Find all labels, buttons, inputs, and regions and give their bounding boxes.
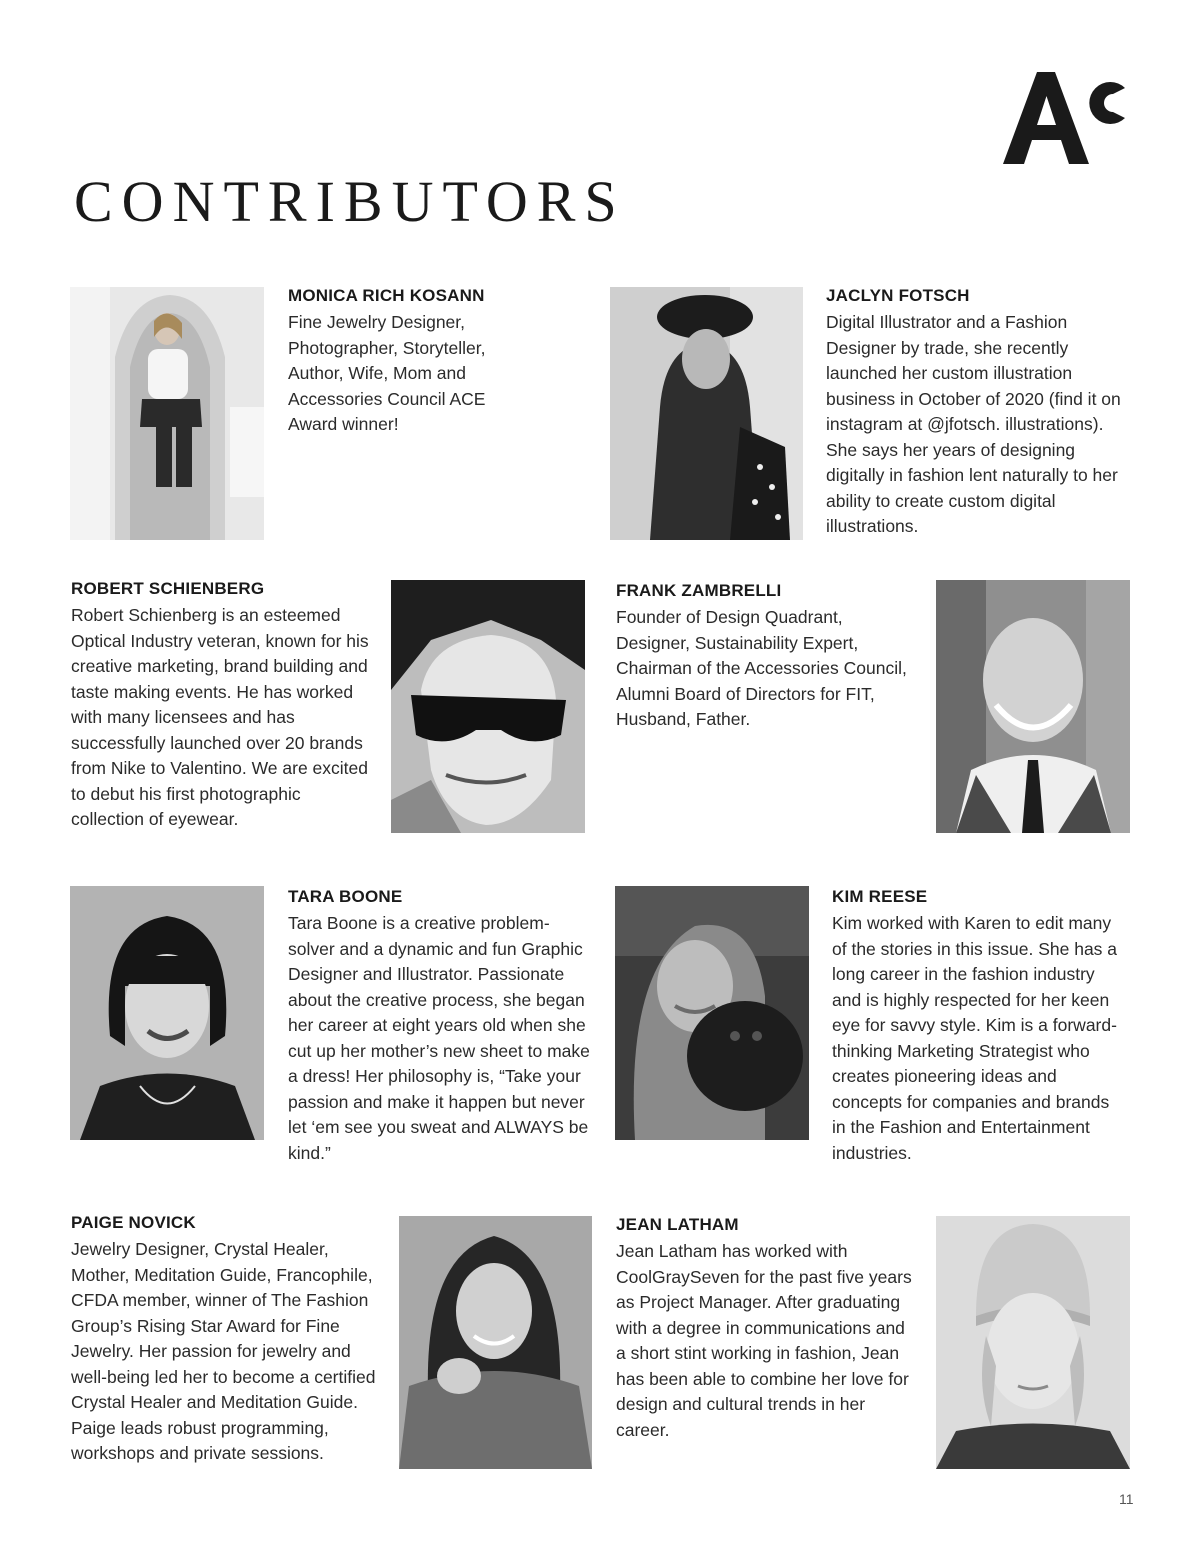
contributor-photo-paige-novick	[399, 1216, 592, 1469]
contributor-name: JACLYN FOTSCH	[826, 286, 970, 305]
contributor-monica-rich-kosann	[288, 285, 528, 438]
contributor-photo-monica-rich-kosann	[70, 287, 264, 540]
contributor-photo-frank-zambrelli	[936, 580, 1130, 833]
contributor-photo-jaclyn-fotsch	[610, 287, 803, 540]
contributor-name: KIM REESE	[832, 887, 928, 906]
contributor-name: ROBERT SCHIENBERG	[71, 579, 265, 598]
contributor-bio: Robert Schienberg is an esteemed Optical Industry veteran, known for his creative marketing, brand building and taste making events. He has worked with many licensees and has successfully launched over 20 brands from Nike to Valentino. We are excited to debut his first photographic collection of eyewear.	[71, 605, 369, 829]
contributor-bio: Jewelry Designer, Crystal Healer, Mother, Meditation Guide, Francophile, CFDA member, winner of The Fashion Group’s Rising Star Award for Fine Jewelry. Her passion for jewelry and well-being led her to become a certified Crystal Healer and Meditation Guide. Paige leads robust programming, workshops and private sessions.	[71, 1239, 376, 1463]
contributor-name: JEAN LATHAM	[616, 1215, 739, 1234]
contributor-jaclyn-fotsch	[826, 285, 1126, 540]
contributor-name: PAIGE NOVICK	[71, 1213, 196, 1232]
ac-logo	[1003, 70, 1129, 166]
contributor-paige-novick	[71, 1212, 383, 1467]
contributor-bio: Kim worked with Karen to edit many of the stories in this issue. She has a long career in the fashion industry and is highly respected for her keen eye for savvy style. Kim is a forward-thinking Marketing Strategist who creates pioneering ideas and concepts for companies and brands in the Fashion and Entertainment industries.	[832, 913, 1118, 1163]
contributor-bio: Fine Jewelry Designer, Photographer, Storyteller, Author, Wife, Mom and Accessories Council ACE Award winner!	[288, 312, 486, 434]
contributor-photo-kim-reese	[615, 886, 809, 1140]
contributor-photo-jean-latham	[936, 1216, 1130, 1469]
contributor-photo-robert-schienberg	[391, 580, 585, 833]
contributor-name: FRANK ZAMBRELLI	[616, 581, 782, 600]
contributor-bio: Founder of Design Quadrant, Designer, Sustainability Expert, Chairman of the Accessories Council, Alumni Board of Directors for FIT, Husband, Father.	[616, 607, 907, 729]
contributor-bio: Digital Illustrator and a Fashion Designer by trade, she recently launched her custom illustration business in October of 2020 (find it on instagram at @jfotsch. illustrations). She says her years of designing digitally in fashion lent naturally to her ability to create custom digital illustrations.	[826, 312, 1121, 536]
page-title: CONTRIBUTORS	[74, 169, 626, 234]
contributor-bio: Jean Latham has worked with CoolGraySeven for the past five years as Project Manager. After graduating with a degree in communications and a short stint working in fashion, Jean has been able to combine her love for design and cultural trends in her career.	[616, 1241, 912, 1440]
contributor-name: MONICA RICH KOSANN	[288, 286, 485, 305]
contributor-frank-zambrelli	[616, 580, 916, 733]
contributor-robert-schienberg	[71, 578, 371, 833]
contributor-tara-boone	[288, 886, 590, 1166]
contributor-jean-latham	[616, 1214, 912, 1443]
contributor-bio: Tara Boone is a creative problem-solver and a dynamic and fun Graphic Designer and Illustrator. Passionate about the creative process, she began her career at eight years old when she cut up her mother’s new sheet to make a dress! Her philosophy is, “Take your passion and make it happen but never let ‘em see you sweat and ALWAYS be kind.”	[288, 913, 590, 1163]
page-number: 11	[1119, 1491, 1134, 1507]
contributor-kim-reese	[832, 886, 1122, 1166]
contributor-photo-tara-boone	[70, 886, 264, 1140]
contributor-name: TARA BOONE	[288, 887, 403, 906]
